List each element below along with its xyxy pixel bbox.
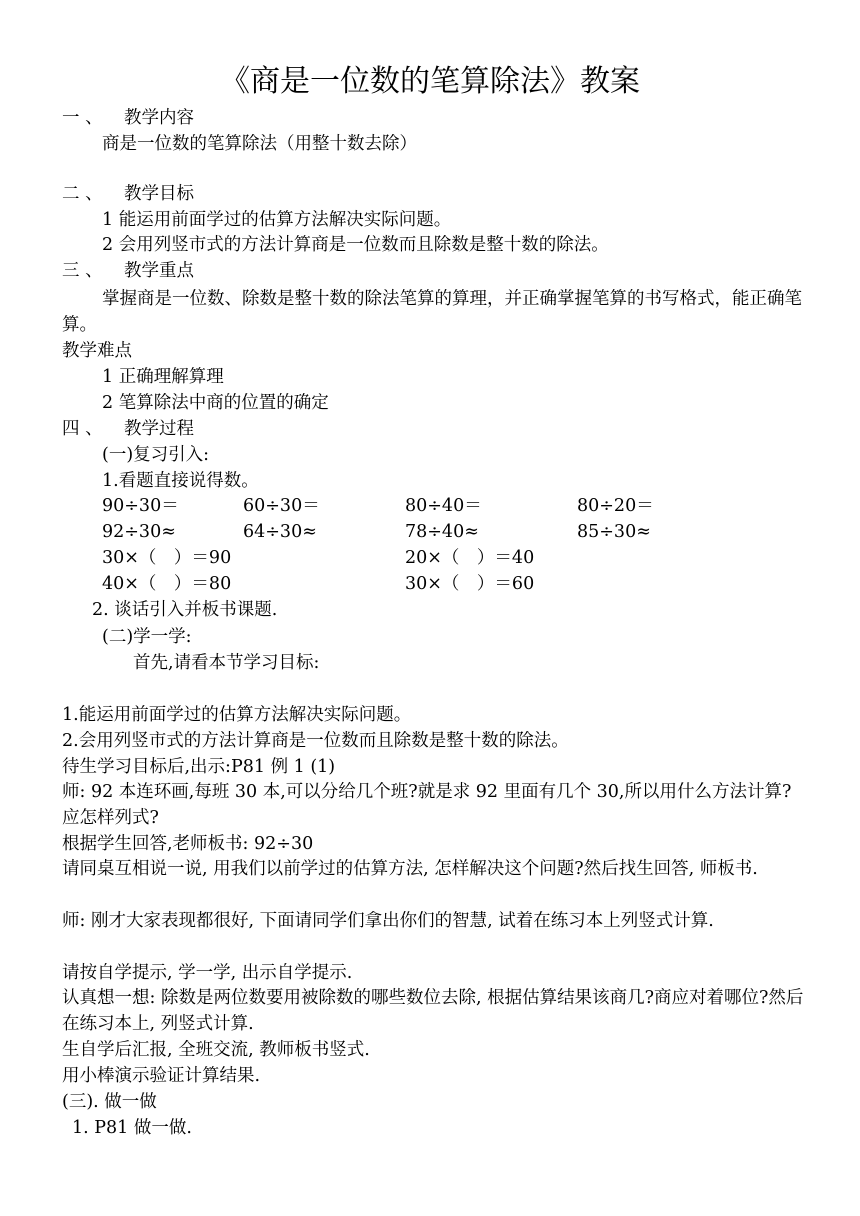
learn-heading: (二)学一学: (102, 627, 192, 647)
review-question-2: 2. 谈话引入并板书课题. (92, 600, 278, 620)
learn-paragraph: 待生学习目标后,出示:P81 例 1 (1) (62, 757, 336, 777)
exercise-cell: 30×（ ）＝60 (405, 574, 535, 594)
section-number: 二 、 (62, 184, 103, 204)
section-heading-content (62, 106, 194, 130)
section-heading-process (62, 417, 194, 441)
section-title: 教学重点 (124, 261, 194, 281)
learn-intro: 首先,请看本节学习目标: (133, 653, 320, 673)
section-number: 四 、 (62, 419, 103, 439)
page-title: 《商是一位数的笔算除法》教案 (220, 64, 640, 99)
content-text: 商是一位数的笔算除法（用整十数去除） (102, 134, 417, 154)
learn-paragraph: 根据学生回答,老师板书: 92÷30 (62, 834, 314, 854)
learn-paragraph: 认真想一想: 除数是两位数要用被除数的哪些数位去除, 根据估算结果该商几?商应对着哪位?然后在练习本上, 列竖式计算. (62, 988, 804, 1034)
section-title: 教学内容 (124, 108, 194, 128)
practice-item: 1. P81 做一做. (72, 1118, 192, 1138)
section-title: 教学过程 (124, 419, 194, 439)
learn-paragraph: 生自学后汇报, 全班交流, 教师板书竖式. (62, 1040, 370, 1060)
exercise-cell: 40×（ ）＝80 (102, 574, 232, 594)
section-title: 教学目标 (124, 184, 194, 204)
learn-paragraph: 请按自学提示, 学一学, 出示自学提示. (62, 963, 353, 983)
goal-item: 1 能运用前面学过的估算方法解决实际问题。 (102, 210, 452, 230)
difficulty-item: 1 正确理解算理 (102, 367, 224, 387)
exercise-cell: 80÷20＝ (577, 496, 654, 516)
section-number: 一 、 (62, 108, 103, 128)
section-heading-goals (62, 182, 194, 206)
learn-goal-1: 1.能运用前面学过的估算方法解决实际问题。 (62, 705, 412, 725)
exercise-cell: 90÷30＝ (102, 496, 179, 516)
exercise-cell: 92÷30≈ (102, 522, 176, 542)
section-number: 三 、 (62, 261, 103, 281)
learn-paragraph: 用小棒演示验证计算结果. (62, 1066, 261, 1086)
exercise-cell: 78÷40≈ (405, 522, 479, 542)
key-text: 掌握商是一位数、除数是整十数的除法笔算的算理，并正确掌握笔算的书写格式，能正确笔算。 (62, 289, 802, 335)
exercise-cell: 64÷30≈ (243, 522, 317, 542)
review-question-1: 1.看题直接说得数。 (102, 471, 259, 491)
section-heading-key (62, 259, 194, 283)
learn-paragraph: 师: 刚才大家表现都很好, 下面请同学们拿出你们的智慧, 试着在练习本上列竖式计算. (62, 911, 714, 931)
learn-paragraph: 请同桌互相说一说, 用我们以前学过的估算方法, 怎样解决这个问题?然后找生回答, 师板书. (62, 859, 758, 879)
review-heading: (一)复习引入: (102, 445, 210, 465)
exercise-cell: 20×（ ）＝40 (405, 548, 535, 568)
exercise-cell: 80÷40＝ (405, 496, 482, 516)
exercise-cell: 60÷30＝ (243, 496, 320, 516)
difficulty-heading: 教学难点 (62, 341, 132, 361)
exercise-cell: 30×（ ）＝90 (102, 548, 232, 568)
difficulty-item: 2 笔算除法中商的位置的确定 (102, 393, 329, 413)
practice-heading: (三). 做一做 (62, 1092, 157, 1112)
exercise-cell: 85÷30≈ (577, 522, 651, 542)
goal-item: 2 会用列竖市式的方法计算商是一位数而且除数是整十数的除法。 (102, 235, 609, 255)
learn-paragraph: 师: 92 本连环画,每班 30 本,可以分给几个班?就是求 92 里面有几个 30,所以用什么方法计算?应怎样列式? (62, 782, 792, 828)
learn-goal-2: 2.会用列竖市式的方法计算商是一位数而且除数是整十数的除法。 (62, 731, 569, 751)
